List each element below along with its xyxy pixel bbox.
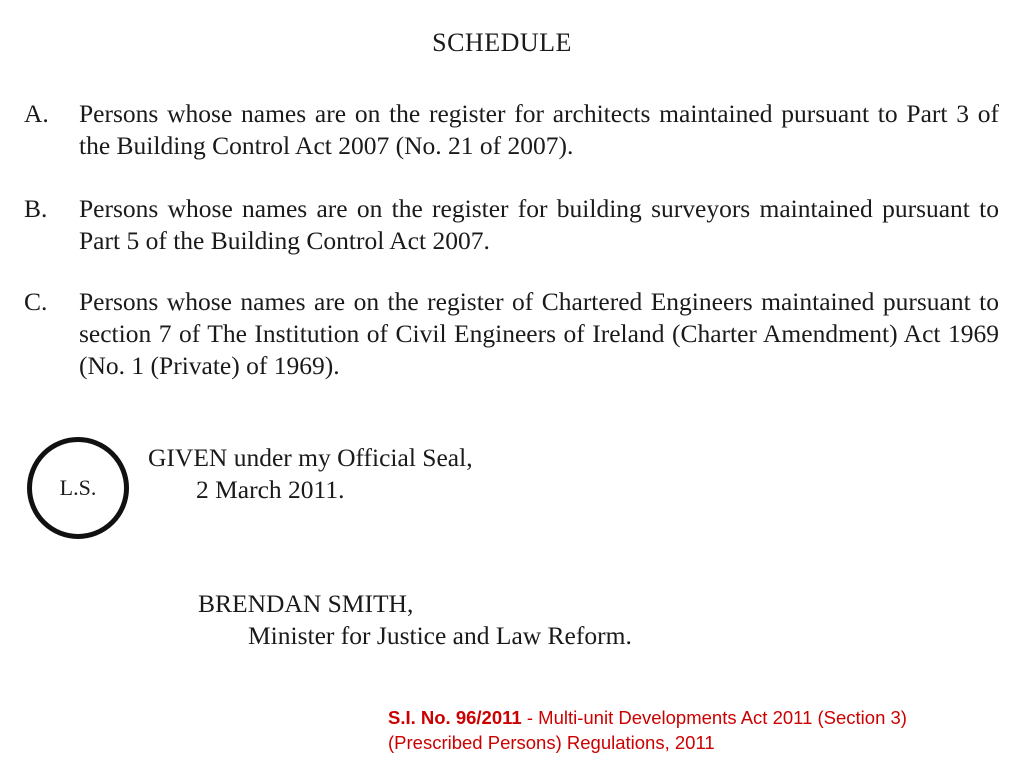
schedule-item-a (24, 98, 999, 162)
signature-block (198, 588, 632, 652)
schedule-item-c (24, 286, 999, 382)
item-label: C. (24, 287, 48, 316)
si-number: S.I. No. 96/2011 (388, 707, 522, 728)
item-label: B. (24, 194, 48, 223)
given-date: 2 March 2011. (196, 475, 345, 504)
footer-line2: (Prescribed Persons) Regulations, 2011 (388, 732, 715, 753)
official-seal (27, 437, 129, 539)
signatory-name: BRENDAN SMITH, (198, 589, 414, 618)
footer-line1: Multi-unit Developments Act 2011 (Section 3) (538, 707, 907, 728)
given-block (148, 442, 473, 506)
item-text: Persons whose names are on the register for architects maintained pursuant to Part 3 of the Building Control Act 2007 (No. 21 of 2007). (79, 99, 999, 160)
seal-label: L.S. (59, 475, 97, 500)
item-label: A. (24, 99, 49, 128)
item-text: Persons whose names are on the register of Chartered Engineers maintained pursuant to section 7 of The Institution of Civil Engineers of Ireland (Charter Amendment) Act 1969 (No. 1 (Private) of 1969). (79, 287, 999, 380)
footer-citation (388, 705, 1018, 755)
given-line: GIVEN under my Official Seal, (148, 443, 473, 472)
schedule-title: SCHEDULE (432, 28, 572, 57)
schedule-item-b (24, 193, 999, 257)
item-text: Persons whose names are on the register for building surveyors maintained pursuant to Part 5 of the Building Control Act 2007. (79, 194, 999, 255)
footer-separator: - (521, 707, 539, 728)
signatory-title: Minister for Justice and Law Reform. (248, 621, 632, 650)
